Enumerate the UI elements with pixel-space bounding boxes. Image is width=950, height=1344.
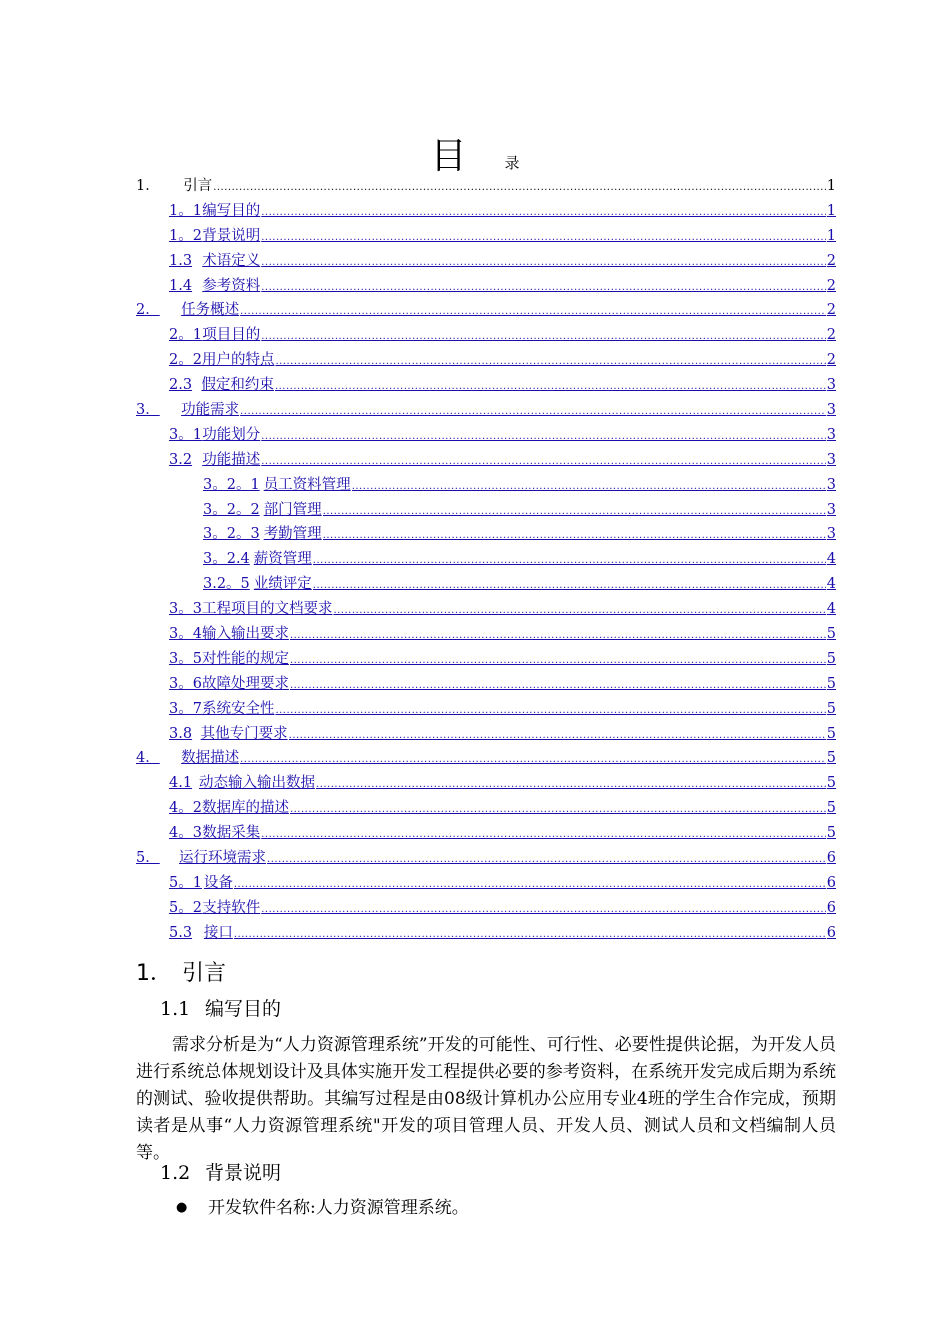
toc-entry-label: 运行环境需求 xyxy=(179,850,267,867)
toc-entry-page: 1 xyxy=(826,227,836,244)
bullet-item xyxy=(176,1196,469,1220)
toc-entry[interactable] xyxy=(136,821,836,846)
toc-leader-dots xyxy=(275,699,825,724)
toc-entry[interactable] xyxy=(136,373,836,398)
toc-entry-page: 3 xyxy=(826,501,836,518)
toc-leader-dots xyxy=(261,325,826,350)
toc-leader-dots xyxy=(261,425,826,450)
toc-leader-dots xyxy=(290,649,826,674)
body-paragraph: 需求分析是为“人力资源管理系统”开发的可能性、可行性、必要性提供论据，为开发人员进行系统总体规划设计及具体实施开发工程提供必要的参考资料，在系统开发完成后期为系统的测试、验收提供帮助。其编写过程是由08级计算机办公应用专业4班的学生合作完成，预期读者是从事“人力资源管理系统"开发的项目管理人员、开发人员、测试人员和文档编制人员等。 xyxy=(136,1035,836,1163)
toc-leader-dots xyxy=(333,599,825,624)
toc-entry-number: 1.4 xyxy=(169,277,193,294)
toc-entry-page: 6 xyxy=(826,924,836,941)
toc-leader-dots xyxy=(261,898,826,923)
section-title: 编写目的 xyxy=(205,998,282,1020)
table-of-contents xyxy=(136,174,836,946)
toc-entry[interactable] xyxy=(136,572,836,597)
toc-entry-label: 支持软件 xyxy=(202,899,261,916)
toc-entry[interactable] xyxy=(136,896,836,921)
bullet-icon: ● xyxy=(176,1200,188,1215)
toc-entry-number: 3。2。2 xyxy=(203,501,260,518)
toc-leader-dots xyxy=(261,226,826,251)
toc-entry-page: 3 xyxy=(826,526,836,543)
toc-entry-number: 1． xyxy=(136,178,160,194)
toc-entry-page: 1 xyxy=(826,178,836,194)
toc-entry-label: 工程项目的文档要求 xyxy=(201,601,333,618)
toc-entry-label: 项目目的 xyxy=(202,327,261,344)
toc-entry[interactable] xyxy=(136,348,836,373)
toc-entry-page: 2 xyxy=(826,327,836,344)
toc-entry-label: 功能描述 xyxy=(202,451,261,468)
toc-entry[interactable] xyxy=(136,448,836,473)
toc-entry-number: 4。3 xyxy=(169,825,202,842)
toc-entry-label: 系统安全性 xyxy=(201,700,275,717)
toc-entry-label: 对性能的规定 xyxy=(201,650,289,667)
toc-entry-number: 2。1 xyxy=(169,327,202,344)
toc-leader-dots xyxy=(213,176,826,201)
toc-entry[interactable] xyxy=(136,249,836,274)
toc-entry-label: 术语定义 xyxy=(202,252,261,269)
toc-entry-label: 编写目的 xyxy=(202,202,261,219)
toc-entry-label: 用户的特点 xyxy=(201,352,275,369)
toc-leader-dots xyxy=(323,500,826,525)
toc-entry-number: 3.2 xyxy=(169,451,193,468)
toc-entry-page: 1 xyxy=(826,202,836,219)
toc-entry-page: 3 xyxy=(826,402,836,419)
toc-entry-label: 数据采集 xyxy=(202,825,261,842)
toc-entry-number: 5。1 xyxy=(169,874,202,891)
toc-entry-label: 数据库的描述 xyxy=(201,800,289,817)
toc-entry[interactable] xyxy=(136,622,836,647)
toc-leader-dots xyxy=(313,549,826,574)
toc-entry[interactable] xyxy=(136,473,836,498)
toc-entry-page: 3 xyxy=(826,476,836,493)
toc-entry-number: 4． xyxy=(136,750,160,767)
toc-leader-dots xyxy=(352,475,826,500)
toc-leader-dots xyxy=(275,350,825,375)
toc-entry-page: 3 xyxy=(826,451,836,468)
toc-leader-dots xyxy=(240,400,826,425)
toc-entry-number: 3． xyxy=(136,402,160,419)
toc-entry-page: 5 xyxy=(826,825,836,842)
toc-entry-label: 背景说明 xyxy=(202,227,261,244)
toc-entry-number: 1。1 xyxy=(169,202,202,219)
toc-entry-number: 3.8 xyxy=(169,725,193,742)
toc-entry[interactable] xyxy=(136,672,836,697)
toc-leader-dots xyxy=(289,724,826,749)
toc-leader-dots xyxy=(234,873,826,898)
toc-entry[interactable] xyxy=(136,921,836,946)
toc-leader-dots xyxy=(240,300,826,325)
section-heading-1-2 xyxy=(160,1158,281,1185)
toc-title-small: 录 xyxy=(504,154,520,172)
section-heading-1-1 xyxy=(160,994,281,1021)
toc-entry[interactable] xyxy=(136,298,836,323)
toc-entry-number: 3。2。1 xyxy=(203,476,260,493)
toc-entry[interactable] xyxy=(136,522,836,547)
toc-entry[interactable] xyxy=(136,498,836,523)
toc-entry[interactable] xyxy=(136,398,836,423)
toc-leader-dots xyxy=(261,823,826,848)
toc-entry-page: 3 xyxy=(826,426,836,443)
toc-entry[interactable] xyxy=(136,274,836,299)
toc-entry-label: 输入输出要求 xyxy=(201,626,289,643)
toc-title-big: 目 xyxy=(430,136,467,177)
toc-entry-number: 3。6 xyxy=(169,675,202,692)
toc-entry-number: 2。2 xyxy=(169,352,202,369)
bullet-text: 开发软件名称:人力资源管理系统。 xyxy=(208,1198,469,1218)
toc-entry-page: 5 xyxy=(826,775,836,792)
toc-entry-number: 2.3 xyxy=(169,377,193,394)
toc-entry[interactable] xyxy=(136,771,836,796)
toc-entry-page: 2 xyxy=(826,252,836,269)
toc-entry-label: 部门管理 xyxy=(263,501,322,518)
toc-entry-number: 3。1 xyxy=(169,426,202,443)
toc-entry[interactable] xyxy=(136,796,836,821)
toc-leader-dots xyxy=(240,748,826,773)
toc-entry-page: 5 xyxy=(826,626,836,643)
toc-entry-label: 员工资料管理 xyxy=(263,476,351,493)
toc-entry-page: 6 xyxy=(826,850,836,867)
toc-entry-number: 3。2.4 xyxy=(203,551,250,568)
toc-entry[interactable] xyxy=(136,846,836,871)
toc-title xyxy=(0,128,950,179)
toc-leader-dots xyxy=(261,201,826,226)
toc-leader-dots xyxy=(313,574,826,599)
toc-entry-label: 其他专门要求 xyxy=(200,725,288,742)
toc-entry-label: 动态输入输出数据 xyxy=(199,775,316,792)
toc-entry-page: 2 xyxy=(826,302,836,319)
toc-entry-number: 3。5 xyxy=(169,650,202,667)
toc-entry-label: 设备 xyxy=(203,874,233,891)
toc-leader-dots xyxy=(290,798,826,823)
toc-entry[interactable] xyxy=(136,746,836,771)
toc-entry-page: 6 xyxy=(826,874,836,891)
toc-entry-number: 4.1 xyxy=(169,775,193,792)
toc-entry-page: 5 xyxy=(826,700,836,717)
toc-entry-number: 3。4 xyxy=(169,626,202,643)
toc-entry-page: 5 xyxy=(826,650,836,667)
toc-entry[interactable] xyxy=(136,224,836,249)
toc-entry-page: 4 xyxy=(826,551,836,568)
toc-entry-number: 2． xyxy=(136,302,160,319)
toc-entry-label: 引言 xyxy=(183,178,213,194)
toc-entry[interactable] xyxy=(136,697,836,722)
toc-entry[interactable] xyxy=(136,722,836,747)
toc-entry-page: 5 xyxy=(826,725,836,742)
toc-leader-dots xyxy=(261,450,826,475)
toc-leader-dots xyxy=(234,923,826,948)
toc-entry[interactable] xyxy=(136,871,836,896)
toc-entry-label: 假定和约束 xyxy=(201,377,274,394)
toc-leader-dots xyxy=(261,251,826,276)
toc-entry-label: 故障处理要求 xyxy=(201,675,289,692)
toc-entry-label: 考勤管理 xyxy=(263,526,322,543)
toc-entry-page: 2 xyxy=(826,277,836,294)
toc-entry-label: 业绩评定 xyxy=(253,576,312,593)
toc-entry-label: 接口 xyxy=(203,924,233,941)
toc-entry-page: 4 xyxy=(826,601,836,618)
toc-entry-number: 5． xyxy=(136,850,160,867)
toc-entry-number: 4。2 xyxy=(169,800,202,817)
toc-entry-label: 功能划分 xyxy=(202,426,261,443)
toc-entry-page: 6 xyxy=(826,899,836,916)
toc-leader-dots xyxy=(290,624,826,649)
section-title: 引言 xyxy=(182,961,227,986)
toc-leader-dots xyxy=(267,848,826,873)
toc-entry-number: 3。3 xyxy=(169,601,202,618)
toc-entry-page: 3 xyxy=(826,377,836,394)
toc-leader-dots xyxy=(275,375,826,400)
toc-entry-number: 3.2。5 xyxy=(203,576,250,593)
toc-entry-number: 1.3 xyxy=(169,252,193,269)
toc-leader-dots xyxy=(261,276,826,301)
toc-entry[interactable] xyxy=(136,547,836,572)
toc-entry-number: 1。2 xyxy=(169,227,202,244)
toc-entry[interactable] xyxy=(136,323,836,348)
toc-entry-page: 5 xyxy=(826,675,836,692)
toc-entry-label: 参考资料 xyxy=(202,277,261,294)
toc-entry-page: 5 xyxy=(826,800,836,817)
section-heading-1 xyxy=(136,956,226,987)
toc-entry[interactable] xyxy=(136,199,836,224)
toc-entry-number: 3。7 xyxy=(169,700,202,717)
toc-entry-page: 2 xyxy=(826,352,836,369)
toc-entry-label: 任务概述 xyxy=(181,302,240,319)
toc-leader-dots xyxy=(316,773,826,798)
toc-entry-number: 5.3 xyxy=(169,924,193,941)
toc-leader-dots xyxy=(323,524,826,549)
section-number: 1.1 xyxy=(160,998,191,1020)
toc-entry[interactable] xyxy=(136,597,836,622)
toc-entry-label: 功能需求 xyxy=(181,402,240,419)
toc-entry[interactable] xyxy=(136,423,836,448)
toc-entry-label: 数据描述 xyxy=(181,750,240,767)
toc-entry-page: 4 xyxy=(826,576,836,593)
toc-entry xyxy=(136,174,836,199)
toc-entry-number: 3。2。3 xyxy=(203,526,260,543)
toc-entry-page: 5 xyxy=(826,750,836,767)
toc-entry-label: 薪资管理 xyxy=(253,551,312,568)
section-title: 背景说明 xyxy=(205,1162,282,1184)
section-number: 1． xyxy=(136,961,172,986)
toc-entry-number: 5。2 xyxy=(169,899,202,916)
toc-leader-dots xyxy=(290,674,826,699)
section-number: 1.2 xyxy=(160,1162,191,1184)
toc-entry[interactable] xyxy=(136,647,836,672)
